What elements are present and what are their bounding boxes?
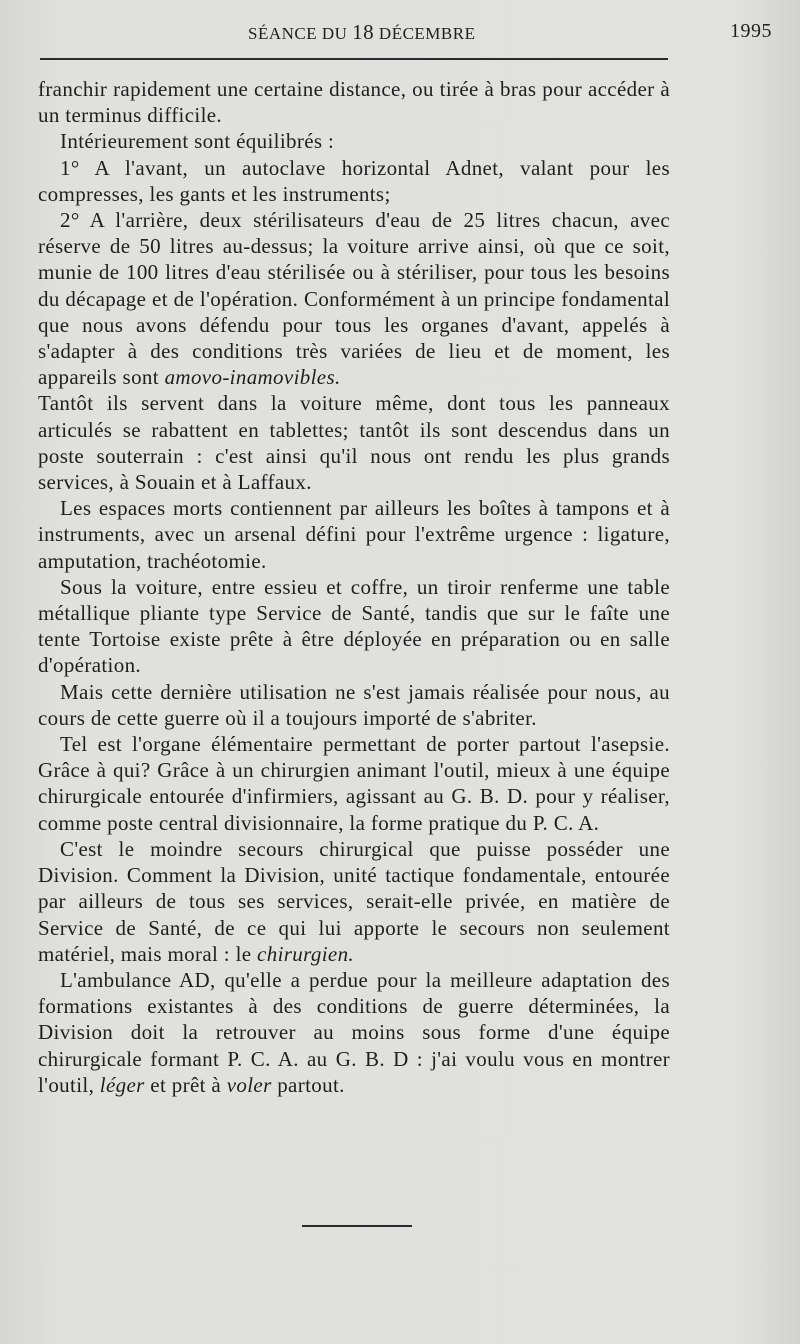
end-rule bbox=[302, 1225, 412, 1227]
running-head-title-post: DÉCEMBRE bbox=[378, 24, 476, 43]
paragraph-10-italic: chirurgien. bbox=[257, 941, 355, 966]
paragraph-2-text: Intérieurement sont équilibrés : bbox=[60, 129, 335, 154]
paragraph-11 bbox=[38, 967, 670, 1098]
paragraph-11-text: L'ambulance AD, qu'elle a perdue pour la meilleure adaptation des formations existantes à des conditions de guerre déterminées, la Division doit la retrouver au moins sous forme d'une équipe chirurgicale formant P. C. A. au G. B. D : j'ai voulu vous en montrer l'outil, bbox=[38, 967, 670, 1097]
paragraph-10 bbox=[38, 836, 670, 967]
running-head-title bbox=[248, 20, 475, 45]
paragraph-5-text: Tantôt ils servent dans la voiture même, dont tous les panneaux articulés se rabattent en tablettes; tantôt ils sont descendus dans un poste souterrain : c'est ainsi qu'il nous ont rendu les plus grands services, à Souain et à Laffaux. bbox=[38, 391, 670, 495]
paragraph-2 bbox=[38, 128, 670, 154]
paragraph-9 bbox=[38, 731, 670, 836]
paragraph-11-italic-2: voler bbox=[226, 1072, 272, 1097]
paragraph-1-text: franchir rapidement une certaine distance, ou tirée à bras pour accéder à un terminus difficile. bbox=[38, 77, 670, 128]
paragraph-5 bbox=[38, 390, 670, 495]
paragraph-7-text: Sous la voiture, entre essieu et coffre, un tiroir renferme une table métallique pliante type Service de Santé, tandis que sur le faîte une tente Tortoise existe prête à être déployée en préparation ou en salle d'opération. bbox=[38, 574, 670, 678]
paragraph-3-text: 1° A l'avant, un autoclave horizontal Adnet, valant pour les compresses, les gants et les instruments; bbox=[38, 155, 670, 206]
paragraph-9-text: Tel est l'organe élémentaire permettant de porter partout l'asepsie. Grâce à qui? Grâce à un chirurgien animant l'outil, mieux à une équipe chirurgicale entourée d'infirmiers, agissant au G. B. D. pour y réaliser, comme poste central divisionnaire, la forme pratique du P. C. A. bbox=[38, 732, 670, 835]
paragraph-4 bbox=[38, 207, 670, 390]
paragraph-1 bbox=[38, 76, 670, 128]
paragraph-11-tail: partout. bbox=[277, 1072, 345, 1097]
paragraph-4-italic: amovo-inamovibles. bbox=[164, 365, 341, 390]
paragraph-3 bbox=[38, 155, 670, 207]
running-head-title-pre: SÉANCE DU bbox=[248, 24, 348, 43]
paragraph-4-text: 2° A l'arrière, deux stérilisateurs d'eau de 25 litres chacun, avec réserve de 50 litres au-dessus; la voiture arrive ainsi, où que ce soit, munie de 100 litres d'eau stérilisée ou à stériliser, pour tous les besoins du décapage et de l'opération. Conformément à un principe fondamental que nous avons défendu pour tous les organes d'avant, appelés à s'adapter à des conditions très variées de lieu et de moment, les appareils sont bbox=[38, 208, 670, 390]
paragraph-7 bbox=[38, 574, 670, 679]
paragraph-6 bbox=[38, 495, 670, 574]
running-head bbox=[0, 18, 800, 48]
paragraph-11-mid: et prêt à bbox=[150, 1072, 222, 1097]
body-text bbox=[38, 76, 670, 1098]
page-number: 1995 bbox=[730, 20, 772, 42]
paragraph-10-text: C'est le moindre secours chirurgical que puisse posséder une Division. Comment la Division, unité tactique fondamentale, entourée par ailleurs de tous ses services, serait-elle privée, en matière de Service de Santé, de ce qui lui apporte le secours non seulement matériel, mais moral : le bbox=[38, 836, 670, 966]
paragraph-8-text: Mais cette dernière utilisation ne s'est jamais réalisée pour nous, au cours de cette guerre où il a toujours importé de s'abriter. bbox=[38, 679, 670, 730]
header-rule bbox=[40, 58, 668, 60]
paragraph-8 bbox=[38, 679, 670, 731]
paragraph-11-italic-1: léger bbox=[99, 1072, 145, 1097]
paragraph-6-text: Les espaces morts contiennent par ailleurs les boîtes à tampons et à instruments, avec un arsenal défini pour l'extrême urgence : ligature, amputation, trachéotomie. bbox=[38, 496, 670, 573]
running-head-day: 18 bbox=[352, 20, 375, 44]
